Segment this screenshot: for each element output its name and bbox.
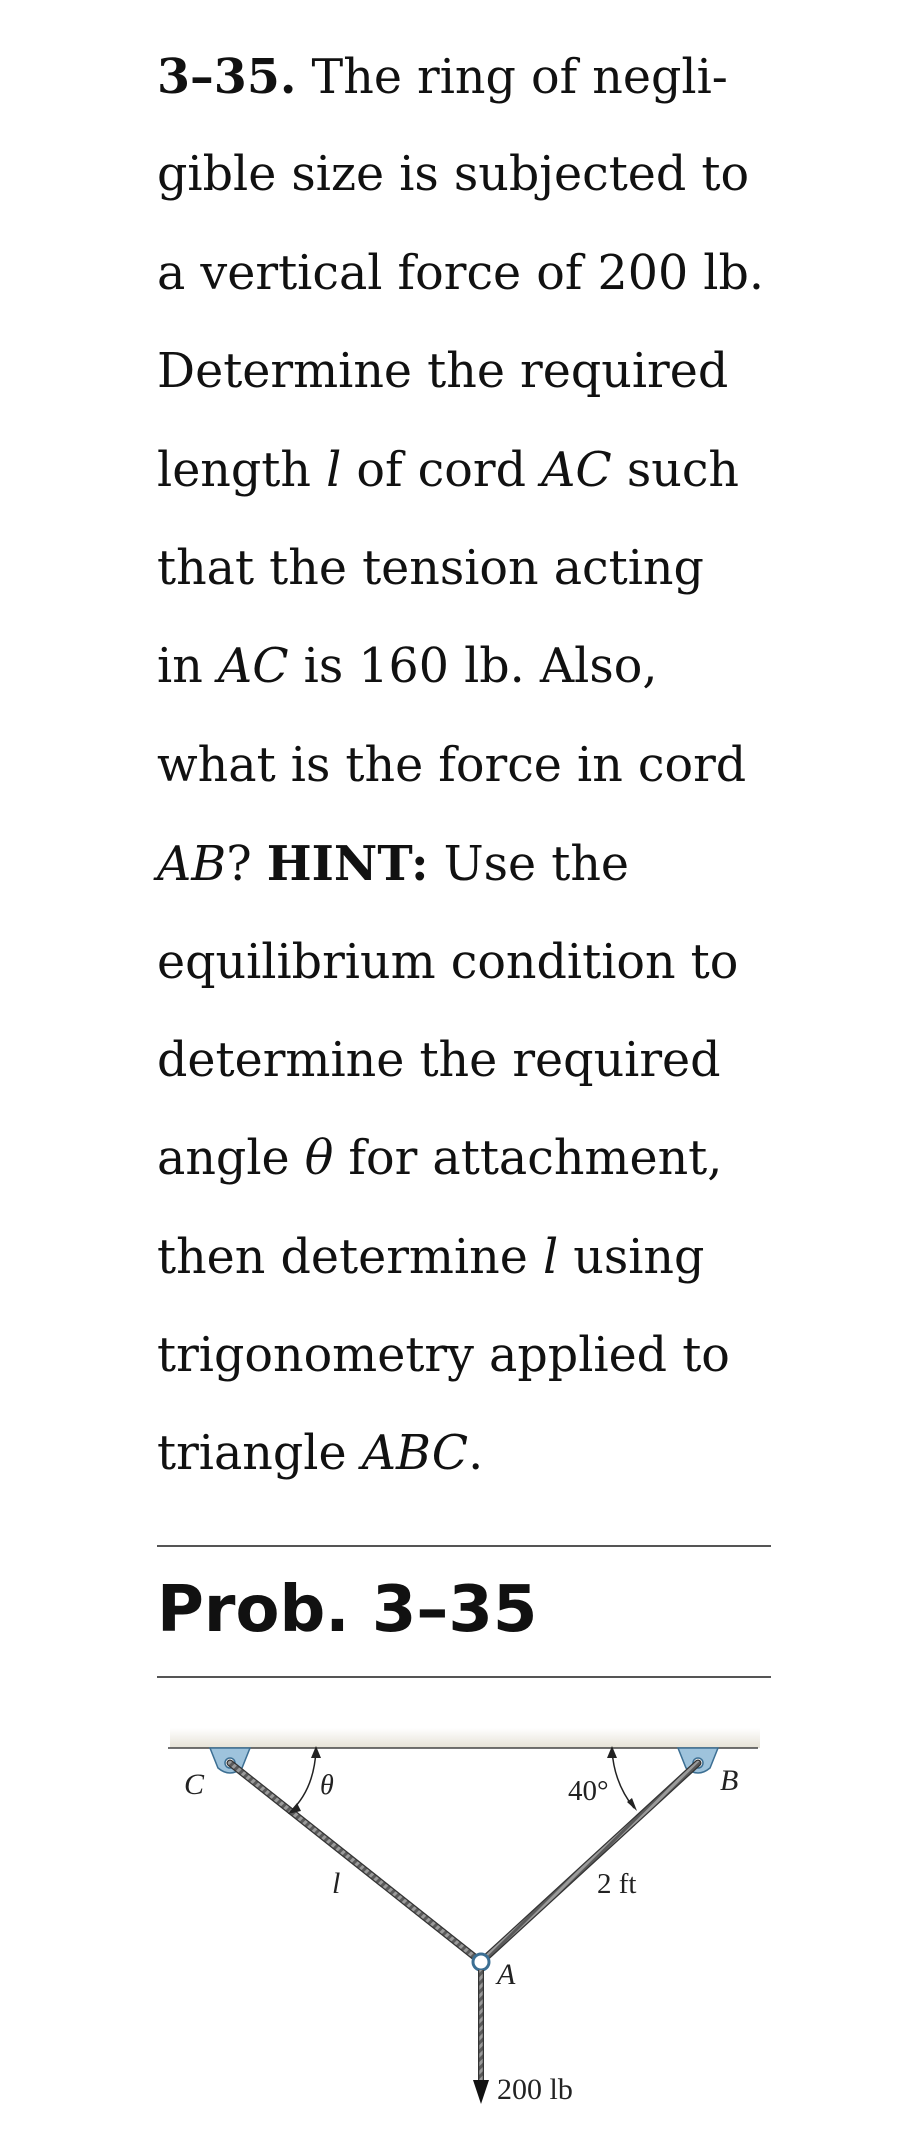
problem-text: length [157,442,327,498]
problem-text: trigonometry applied to [157,1328,730,1384]
problem-text: . [468,1426,484,1482]
label-a: A [497,1958,516,1991]
problem-text: what is the force in cord [157,737,747,793]
variable-ab: AB [157,837,227,893]
label-l: l [332,1867,341,1900]
problem-text: a vertical force of 200 lb. [157,245,764,301]
problem-text: Determine the required [157,344,729,400]
variable-l: l [326,442,342,498]
problem-text: determine the required [157,1032,721,1088]
ceiling [170,1728,760,1748]
variable-abc: ABC [361,1426,469,1482]
force-arrow-icon [473,2080,489,2104]
label-c: C [184,1768,205,1801]
problem-text: that the tension acting [157,540,704,596]
problem-text: equilibrium condition to [157,934,739,990]
problem-text: ? [226,837,267,893]
label-length: 2 ft [597,1868,637,1900]
problem-text: angle [157,1131,305,1187]
problem-text: for attachment, [333,1131,723,1187]
problem-text: then determine [157,1229,543,1285]
problem-text: gible size is subjected to [157,147,750,203]
variable-ac: AC [217,639,289,695]
hint-label: HINT: [266,836,429,893]
label-theta: θ [320,1770,334,1801]
problem-text: The ring of negli- [296,50,728,105]
variable-l: l [542,1229,559,1285]
variable-theta: θ [304,1131,334,1187]
label-angle: 40° [568,1775,609,1807]
problem-text: is 160 lb. Also, [288,639,658,695]
problem-text: of cord [341,442,542,498]
problem-text: Use the [428,837,630,893]
ring-a [473,1954,489,1970]
problem-text: in [157,639,218,695]
problem-text: such [611,442,740,498]
problem-number: 3–35. [157,49,297,105]
theta-arc [290,1750,316,1812]
figure-caption: Prob. 3–35 [157,1573,538,1647]
label-force: 200 lb [497,2073,573,2106]
problem-text: using [558,1229,705,1285]
label-b: B [720,1764,739,1797]
variable-ac: AC [541,442,612,498]
problem-text: triangle [157,1426,362,1482]
